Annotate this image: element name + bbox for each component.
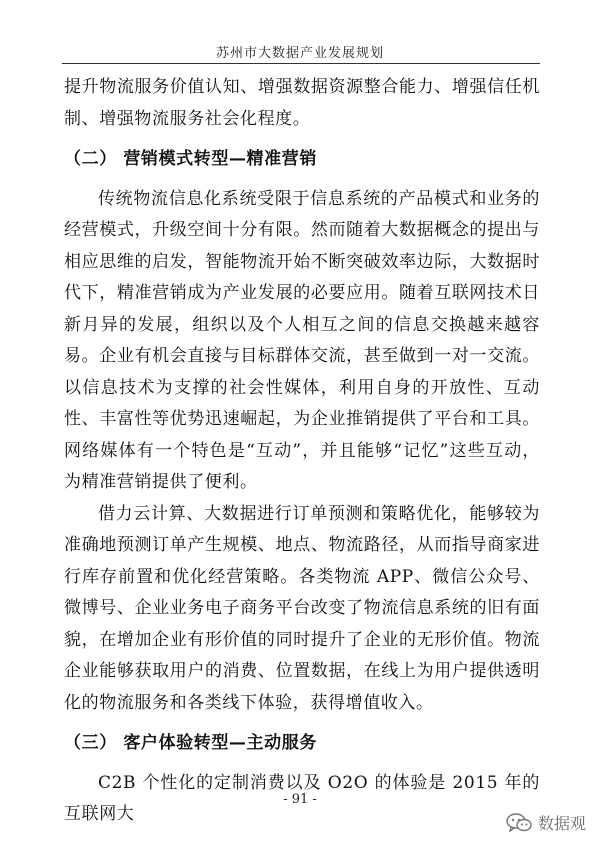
- paragraph-continuation: 提升物流服务价值认知、增强数据资源整合能力、增强信任机制、增强物流服务社会化程度。: [64, 77, 540, 129]
- wechat-icon: [506, 813, 532, 833]
- section-heading-marketing: （二） 营销模式转型—精准营销: [64, 149, 317, 169]
- page-number: - 91 -: [283, 792, 317, 807]
- watermark-text: 数据观: [537, 814, 586, 833]
- paragraph-marketing-cloud: 借力云计算、大数据进行订单预测和策略优化，能够较为准确地预测订单产生规模、地点、物流路径，从而指导商家进行库存前置和优化经营策略。各类物流 APP、微信公众号、微博号、企业业务电子商务平台改变了物流信息系统的旧有面貌，在增加企业有形价值的同时提升了企业的无形价值。物流企业能够获取用户的消费、位置数据，在线上为用户提供透明化的物流服务和各类线下体验，获得增值收入。: [64, 503, 540, 713]
- header-divider: [62, 63, 540, 64]
- paragraph-customer-experience: C2B 个性化的定制消费以及 O2O 的体验是 2015 年的互联网大: [64, 772, 540, 824]
- paragraph-marketing-intro: 传统物流信息化系统受限于信息系统的产品模式和业务的经营模式，升级空间十分有限。然而随着大数据概念的提出与相应思维的启发，智能物流开始不断突破效率边际，大数据时代下，精准营销成为产业发展的必要应用。随着互联网技术日新月异的发展，组织以及个人相互之间的信息交换越来越容易。企业有机会直接与目标群体交流，甚至做到一对一交流。以信息技术为支撑的社会性媒体，利用自身的开放性、互动性、丰富性等优势迅速崛起，为企业推销提供了平台和工具。网络媒体有一个特色是“互动”，并且能够“记忆”这些互动，为精准营销提供了便利。: [64, 188, 540, 492]
- section-heading-customer-experience: （三） 客户体验转型—主动服务: [64, 733, 317, 753]
- page-header-title: 苏州市大数据产业发展规划: [215, 46, 384, 61]
- document-body: [64, 72, 540, 831]
- watermark: [506, 811, 586, 834]
